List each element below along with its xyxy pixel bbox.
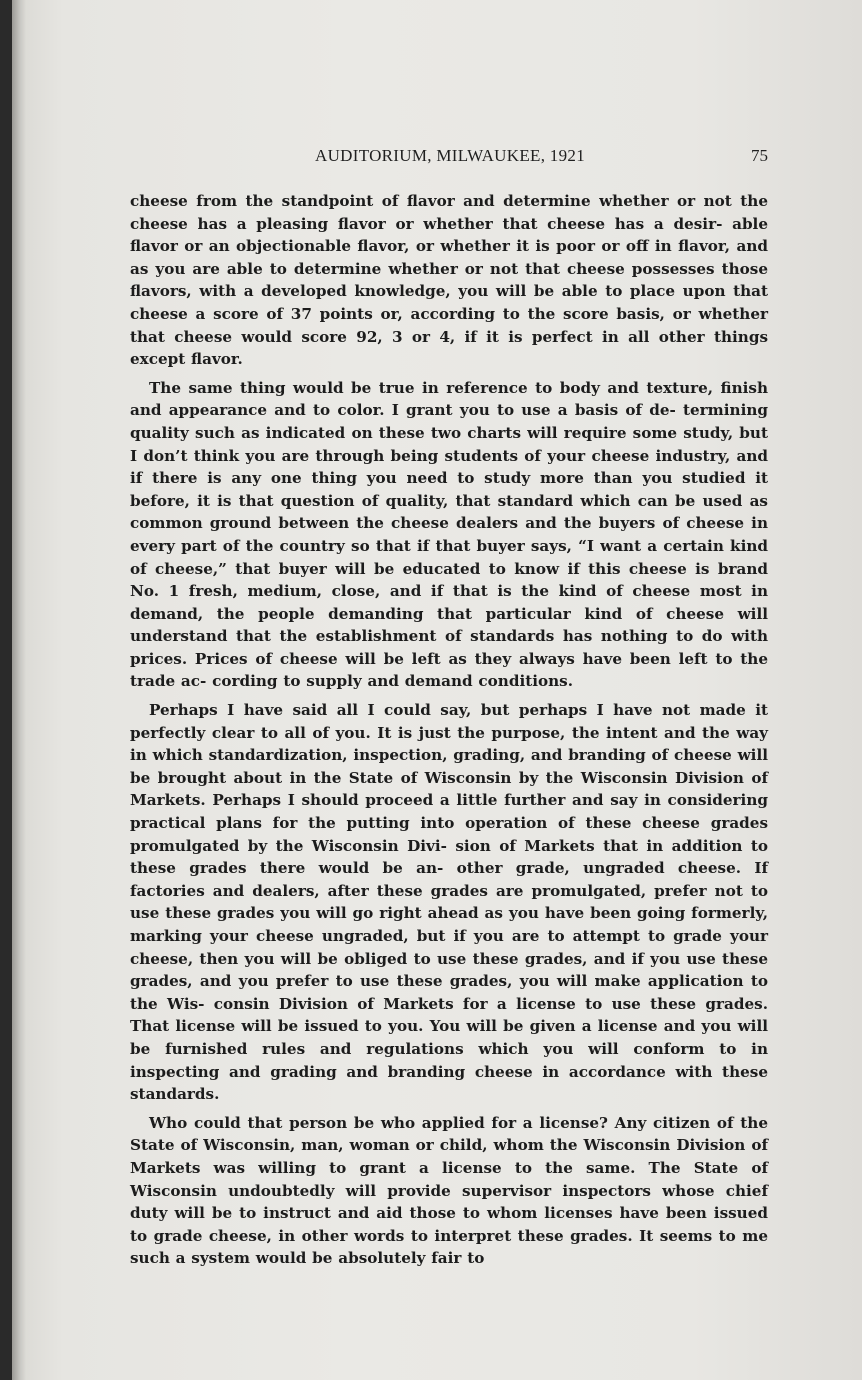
- running-title: AUDITORIUM, MILWAUKEE, 1921: [315, 146, 585, 165]
- paragraph: Perhaps I have said all I could say, but perhaps I have not made it perfectly clear to all of you. It is just the purpose, the intent and the way in which standardization, inspection, grading, and branding of cheese will be brought about in the State of Wisconsin by the Wisconsin Division of Markets. Perhaps I should proceed a little further and say in considering practical plans for the putting into operation of these cheese grades promulgated by the Wisconsin Divi- sion of Markets that in addition to these grades there would be an- other grade, ungraded cheese. If factories and dealers, after these grades are promulgated, prefer not to use these grades you will go right ahead as you have been going formerly, marking your cheese ungraded, but if you are to attempt to grade your cheese, then you will be obliged to use these grades, and if you use these grades, and you prefer to use these grades, you will make application to the Wis- consin Division of Markets for a license to use these grades. That license will be issued to you. You will be given a license and you will be furnished rules and regulations which you will conform to in inspecting and grading and branding cheese in accordance with these standards.: [130, 701, 768, 1104]
- page-number: 75: [751, 146, 768, 165]
- paragraph: cheese from the standpoint of flavor and determine whether or not the cheese has a pleasing flavor or whether that cheese has a desir- able flavor or an objectionable flavor, or whether it is poor or off in flavor, and as you are able to determine whether or not that cheese possesses those flavors, with a developed knowledge, you will be able to place upon that cheese a score of 37 points or, according to the score basis, or whether that cheese would score 92, 3 or 4, if it is perfect in all other things except flavor.: [130, 192, 768, 369]
- body-text: [130, 190, 768, 1270]
- book-page: [12, 0, 862, 1380]
- spine-shadow: [12, 0, 26, 1380]
- paragraph: The same thing would be true in reference to body and texture, finish and appearance and to color. I grant you to use a basis of de- termining quality such as indicated on these two charts will require some study, but I don’t think you are through being students of your cheese industry, and if there is any one thing you need to study more than you studied it before, it is that question of quality, that standard which can be used as common ground between the cheese dealers and the buyers of cheese in every part of the country so that if that buyer says, “I want a certain kind of cheese,” that buyer will be educated to know if this cheese is brand No. 1 fresh, medium, close, and if that is the kind of cheese most in demand, the people demanding that particular kind of cheese will understand that the establishment of standards has nothing to do with prices. Prices of cheese will be left as they always have been left to the trade ac- cording to supply and demand conditions.: [130, 378, 768, 691]
- page-header: [132, 146, 768, 170]
- paragraph: Who could that person be who applied for a license? Any citizen of the State of Wisconsin, man, woman or child, whom the Wisconsin Division of Markets was willing to grant a license to the same. The State of Wisconsin undoubtedly will provide supervisor inspectors whose chief duty will be to instruct and aid those to whom licenses have been issued to grade cheese, in other words to interpret these grades. It seems to me such a system would be absolutely fair to: [130, 1113, 768, 1268]
